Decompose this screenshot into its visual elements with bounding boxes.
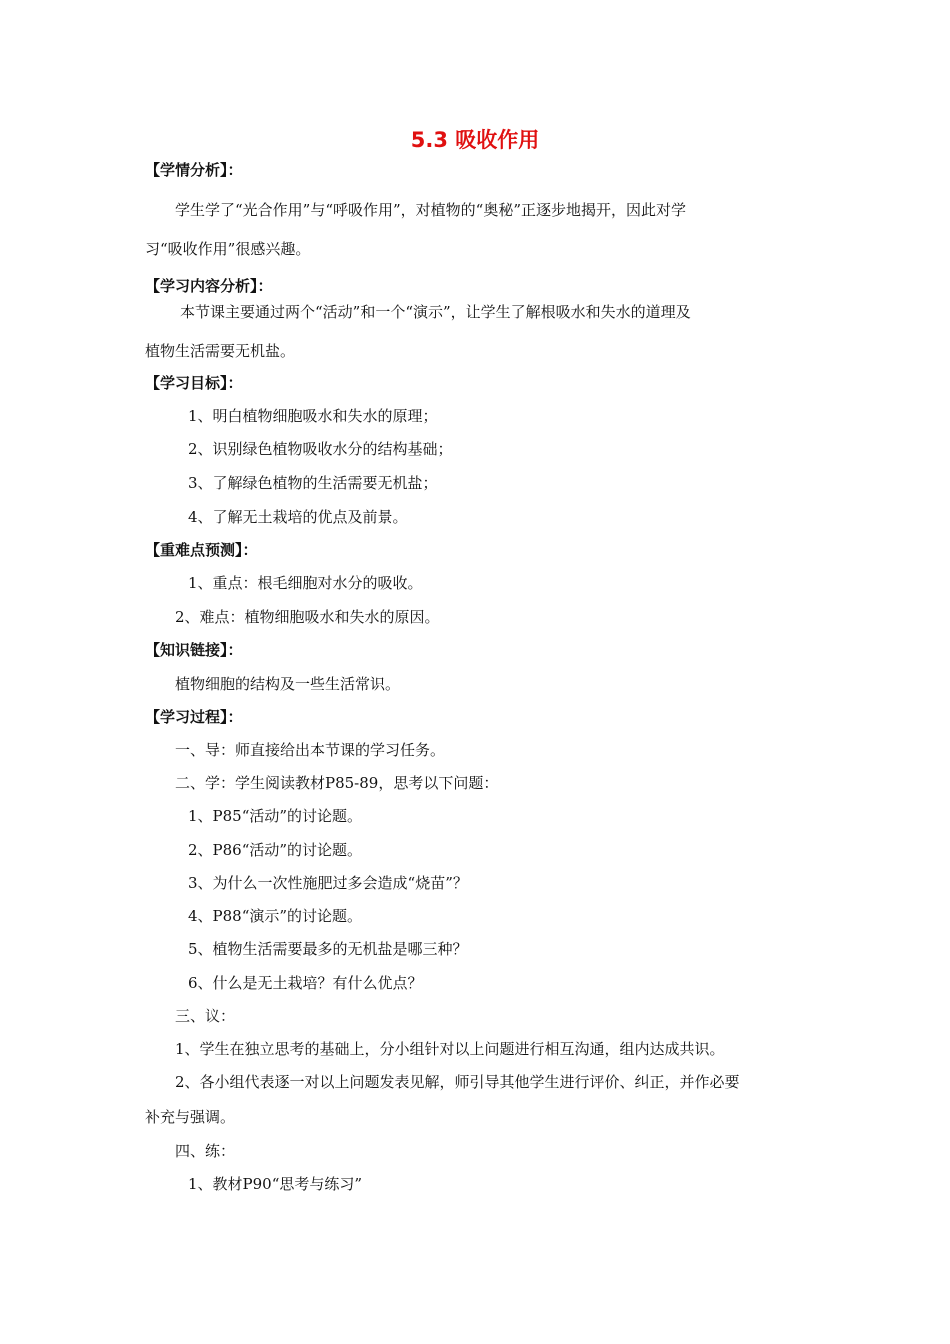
list-item: 1、教材P90“思考与练习” bbox=[188, 1175, 363, 1193]
list-item: 5、植物生活需要最多的无机盐是哪三种？ bbox=[188, 940, 468, 958]
list-item: 2、P86“活动”的讨论题。 bbox=[188, 841, 363, 859]
document-title: 5.3 吸收作用 bbox=[410, 128, 540, 152]
list-item: 1、重点：根毛细胞对水分的吸收。 bbox=[188, 574, 423, 592]
list-item: 3、为什么一次性施肥过多会造成“烧苗”？ bbox=[188, 874, 468, 892]
list-item: 2、识别绿色植物吸收水分的结构基础； bbox=[188, 440, 453, 458]
heading-content-analysis: 【学习内容分析】： bbox=[145, 277, 273, 295]
paragraph: 习“吸收作用”很感兴趣。 bbox=[145, 240, 311, 258]
paragraph: 学生学了“光合作用”与“呼吸作用”，对植物的“奥秘”正逐步地揭开，因此对学 bbox=[175, 201, 687, 219]
paragraph: 四、练： bbox=[175, 1142, 236, 1160]
paragraph: 三、议： bbox=[175, 1007, 236, 1025]
paragraph: 2、各小组代表逐一对以上问题发表见解，师引导其他学生进行评价、纠正，并作必要 bbox=[175, 1073, 740, 1091]
list-item: 2、难点：植物细胞吸水和失水的原因。 bbox=[175, 608, 440, 626]
list-item: 6、什么是无土栽培？有什么优点？ bbox=[188, 974, 423, 992]
paragraph: 植物生活需要无机盐。 bbox=[145, 342, 296, 360]
paragraph: 本节课主要通过两个“活动”和一个“演示”，让学生了解根吸水和失水的道理及 bbox=[180, 303, 691, 321]
heading-learning-process: 【学习过程】： bbox=[145, 708, 243, 726]
heading-learning-goals: 【学习目标】： bbox=[145, 374, 243, 392]
heading-key-points: 【重难点预测】： bbox=[145, 541, 258, 559]
heading-knowledge-link: 【知识链接】： bbox=[145, 641, 243, 659]
paragraph: 二、学：学生阅读教材P85-89，思考以下问题： bbox=[175, 774, 499, 792]
list-item: 1、P85“活动”的讨论题。 bbox=[188, 807, 363, 825]
heading-learner-analysis: 【学情分析】： bbox=[145, 161, 243, 179]
paragraph: 植物细胞的结构及一些生活常识。 bbox=[175, 675, 401, 693]
paragraph: 一、导：师直接给出本节课的学习任务。 bbox=[175, 741, 446, 759]
list-item: 4、P88“演示”的讨论题。 bbox=[188, 907, 363, 925]
paragraph: 补充与强调。 bbox=[145, 1108, 236, 1126]
list-item: 1、明白植物细胞吸水和失水的原理； bbox=[188, 407, 438, 425]
list-item: 3、了解绿色植物的生活需要无机盐； bbox=[188, 474, 438, 492]
paragraph: 1、学生在独立思考的基础上，分小组针对以上问题进行相互沟通，组内达成共识。 bbox=[175, 1040, 725, 1058]
list-item: 4、了解无土栽培的优点及前景。 bbox=[188, 508, 408, 526]
